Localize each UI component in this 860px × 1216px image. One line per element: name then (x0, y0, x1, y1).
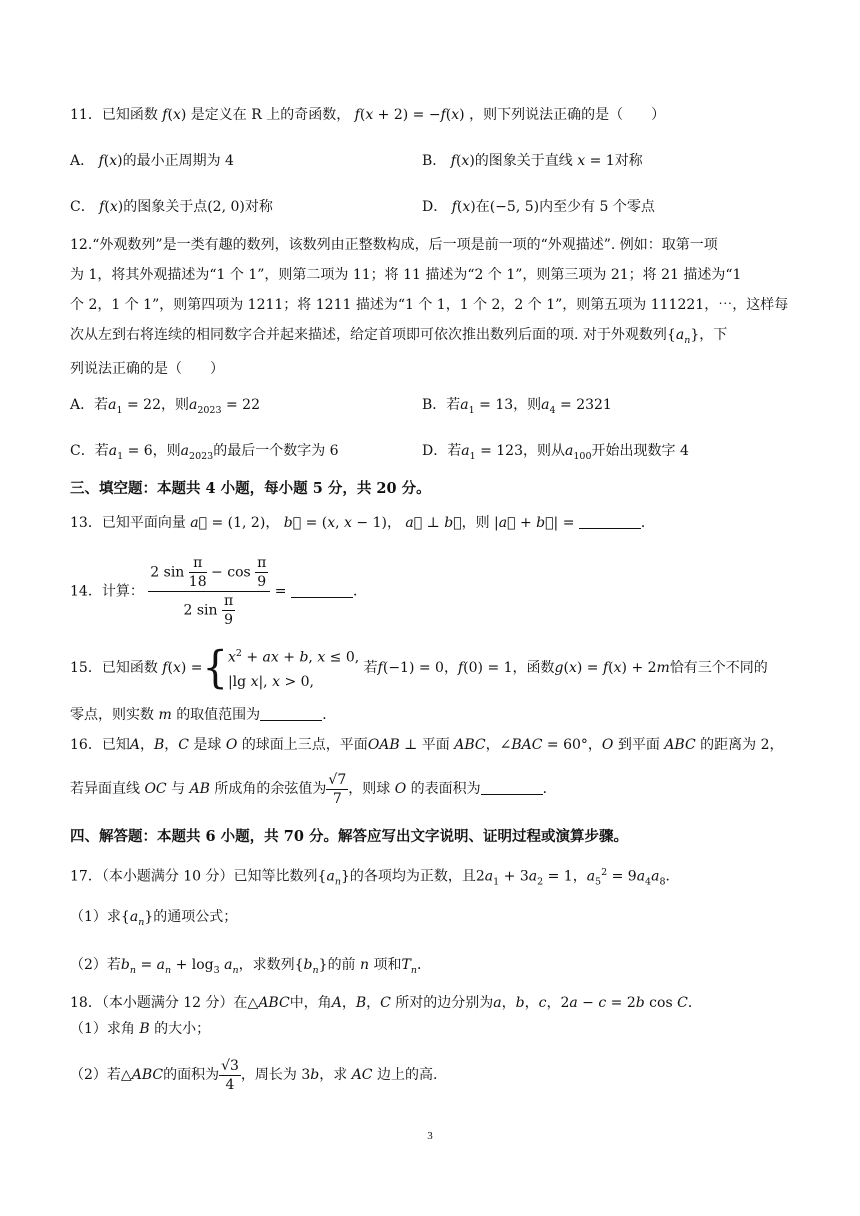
q11-option-c: C． f(x)的图象关于点(2, 0)对称 (70, 199, 273, 215)
q17-part-1: （1）求$\{a_n\}$的通项公式； (70, 909, 238, 928)
q11-option-a: A． f(x)的最小正周期为 4 (70, 153, 234, 169)
q11-stem: 11．已知函数 f(x) 是定义在 R 上的奇函数， f(x + 2) = −f(x) ，则下列说法正确的是（ ） (70, 107, 666, 123)
q14: 14．计算： 2 sin $\frac{\pi}{18}$ − cos $\frac{\pi}{9}$ 2 sin $\frac{\pi}{9}$ = ． (70, 555, 367, 628)
q16-answer-blank[interactable] (481, 780, 543, 795)
q17-stem: 17．（本小题满分 10 分）已知等比数列$\{a_n\}$的各项均为正数，且$2a_1 + 3a_2 = 1$，$a_5^2 = 9a_4a_8$． (70, 867, 680, 888)
q12-option-c: C．若$a_1 = 6$，则$a_{2023}$的最后一个数字为 6 (70, 443, 339, 462)
q12-line-5: 列说法正确的是（ ） (70, 361, 224, 377)
q12-option-b: B．若$a_1 = 13$，则$a_4 = 2321$ (422, 397, 612, 416)
page-number: 3 (427, 1130, 433, 1142)
q13: 13．已知平面向量 a⃗ = (1, 2)， b⃗ = (x, x − 1)， a⃗ ⊥ b⃗，则 |a⃗ + b⃗| = ． (70, 515, 655, 531)
q15-line-1: 15．已知函数 f(x) ={ $x^2$ + ax + b, x ≤ 0, |lg x|, x > 0, 若f(−1) = 0，f(0) = 1，函数g(x) = f(x) + 2m恰有三个不同的 (70, 642, 768, 694)
q14-answer-blank[interactable] (291, 583, 353, 598)
q12-line-1: 12.“外观数列”是一类有趣的数列，该数列由正整数构成，后一项是前一项的“外观描述”. 例如：取第一项 (70, 237, 718, 253)
q13-answer-blank[interactable] (579, 514, 641, 529)
q12-line-4: 次从左到右将连续的相同数字合并起来描述，给定首项即可依次推出数列后面的项. 对于外观数列$\{a_n\}$，下 (70, 327, 728, 346)
q11-option-d: D． f(x)在(−5, 5)内至少有 5 个零点 (422, 199, 655, 215)
q12-line-2: 为 1，将其外观描述为“1 个 1”，则第二项为 11；将 11 描述为“2 个 1”，则第三项为 21；将 21 描述为“1 (70, 267, 742, 283)
section-3-heading: 三、填空题：本题共 4 小题，每小题 5 分，共 20 分。 (70, 480, 431, 497)
q18-part-1: （1）求角 B 的大小； (70, 1021, 211, 1037)
q16-line-1: 16．已知A，B，C 是球 O 的球面上三点，平面OAB ⊥ 平面 ABC，∠BAC = 60°，O 到平面 ABC 的距离为 2， (70, 737, 784, 753)
q17-part-2: （2）若$b_n = a_n + \log_3 a_n$，求数列$\{b_n\}$的前 n 项和$T_n$． (70, 957, 431, 976)
q12-option-d: D．若$a_1 = 123$，则从$a_{100}$开始出现数字 4 (422, 443, 689, 462)
section-4-heading: 四、解答题：本题共 6 小题，共 70 分。解答应写出文字说明、证明过程或演算步骤。 (70, 828, 628, 845)
q11-option-b: B． f(x)的图象关于直线 x = 1对称 (422, 153, 643, 169)
q18-part-2: （2）若△ABC的面积为 $\frac{√3}{4}$ ，周长为 3b，求 AC 边上的高. (70, 1057, 438, 1093)
q18-stem: 18．（本小题满分 12 分）在△ABC中，角A，B，C 所对的边分别为a，b，c，2a − c = 2b cos C． (70, 995, 702, 1011)
q15-answer-blank[interactable] (260, 706, 322, 721)
q16-line-2: 若异面直线 OC 与 AB 所成角的余弦值为 $\frac{√7}{7}$ ，则球 O 的表面积为 ． (70, 771, 557, 807)
q12-option-a: A．若$a_1 = 22$，则$a_{2023} = 22$ (70, 397, 260, 416)
q12-line-3: 个 2，1 个 1”，则第四项为 1211；将 1211 描述为“1 个 1，1 个 2，2 个 1”，则第五项为 111221，⋯，这样每 (70, 297, 789, 313)
q14-expression: 2 sin $\frac{\pi}{18}$ − cos $\frac{\pi}{9}$ 2 sin $\frac{\pi}{9}$ (148, 554, 270, 629)
q15-line-2: 零点，则实数 m 的取值范围为 ． (70, 707, 337, 723)
